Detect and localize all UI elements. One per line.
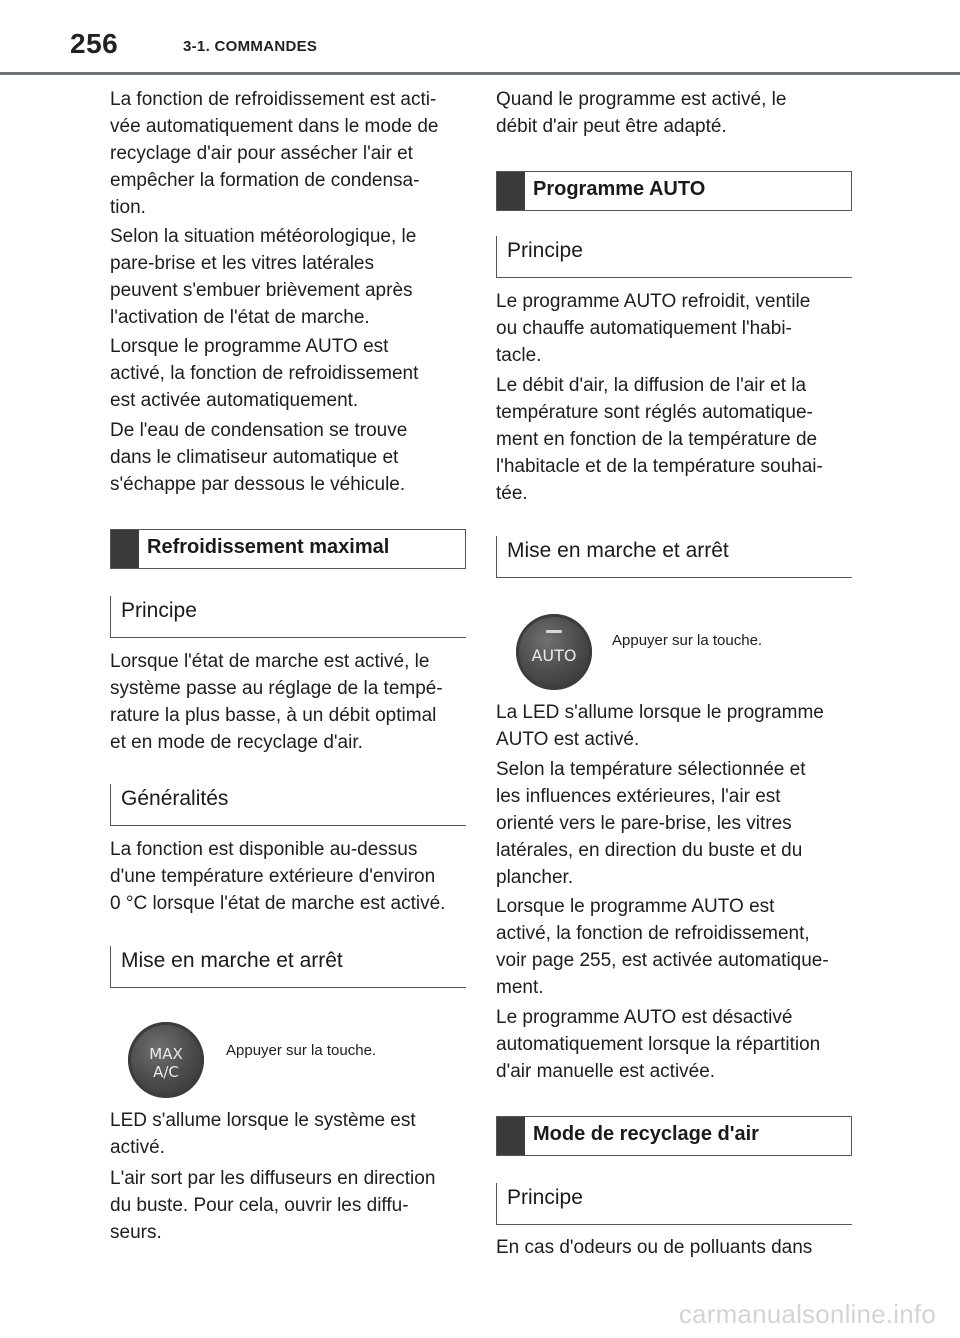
subheading-label: Principe	[507, 1186, 583, 1209]
section-heading-box	[110, 529, 466, 569]
button-caption: Appuyer sur la touche.	[226, 1042, 377, 1059]
led-indicator	[546, 630, 562, 633]
paragraph: Quand le programme est activé, le débit d'air peut être adapté.	[496, 89, 787, 137]
paragraph: Le programme AUTO refroidit, ventile ou chauffe automatiquement l'habi- tacle.	[496, 291, 811, 366]
paragraph: En cas d'odeurs ou de polluants dans	[496, 1237, 813, 1258]
paragraph: La LED s'allume lorsque le programme AUTO est activé.	[496, 702, 824, 750]
paragraph: Le programme AUTO est désactivé automatiquement lorsque la répartition d'air manuelle est activée.	[496, 1007, 821, 1082]
heading-bar	[497, 172, 525, 210]
subheading-mise-en-marche	[110, 946, 466, 988]
subheading-label: Mise en marche et arrêt	[121, 949, 343, 972]
auto-label: AUTO	[531, 646, 577, 665]
watermark: carmanualsonline.info	[678, 1299, 936, 1329]
subheading-label: Généralités	[121, 787, 229, 810]
section-title: 3-1. COMMANDES	[183, 38, 318, 55]
subheading-principe	[496, 236, 852, 278]
max-ac-label-bottom: A/C	[153, 1063, 179, 1081]
section-heading: Mode de recyclage d'air	[533, 1123, 759, 1145]
section-heading-box	[496, 171, 852, 211]
heading-bar	[497, 1117, 525, 1155]
page-header	[0, 0, 960, 76]
paragraph: De l'eau de condensation se trouve dans le climatiseur automatique et s'échappe par dessous le véhicule.	[110, 420, 408, 495]
subheading-label: Principe	[507, 239, 583, 262]
paragraph: Lorsque le programme AUTO est activé, la fonction de refroidissement, voir page 255, est activée automatique- ment.	[496, 896, 829, 998]
subheading-mise-en-marche	[496, 536, 852, 578]
section-heading-box	[496, 1116, 852, 1156]
page-number: 256	[70, 28, 119, 59]
subheading-label: Principe	[121, 599, 197, 622]
heading-bar	[111, 530, 139, 568]
subheading-principe	[110, 596, 466, 638]
paragraph: Lorsque l'état de marche est activé, le système passe au réglage de la tempé- rature la plus basse, à un débit optimal et en mode de recyclage d'air.	[110, 651, 443, 753]
paragraph: Le débit d'air, la diffusion de l'air et la température sont réglés automatique- ment en fonction de la température de l'habitacle et de la température souhai- tée.	[496, 375, 823, 504]
button-caption: Appuyer sur la touche.	[612, 632, 763, 649]
auto-button-image	[516, 614, 592, 690]
paragraph: Selon la température sélectionnée et les influences extérieures, l'air est orienté vers le pare-brise, les vitres latérales, en direction du buste et du plancher.	[496, 759, 806, 888]
subheading-generalites	[110, 784, 466, 826]
paragraph: LED s'allume lorsque le système est activé.	[110, 1110, 416, 1158]
subheading-label: Mise en marche et arrêt	[507, 539, 729, 562]
subheading-principe	[496, 1183, 852, 1225]
paragraph: La fonction est disponible au-dessus d'une température extérieure d'environ 0 °C lorsque l'état de marche est activé.	[110, 839, 446, 914]
max-ac-button-image	[128, 1022, 204, 1098]
section-heading: Refroidissement maximal	[147, 536, 390, 558]
paragraph: Lorsque le programme AUTO est activé, la fonction de refroidissement est activée automatiquement.	[110, 336, 419, 411]
paragraph: Selon la situation météorologique, le pare-brise et les vitres latérales peuvent s'embuer brièvement après l'activation de l'état de marche.	[110, 226, 417, 328]
paragraph: L'air sort par les diffuseurs en direction du buste. Pour cela, ouvrir les diffu- seurs.	[110, 1168, 436, 1243]
paragraph: La fonction de refroidissement est acti- vée automatiquement dans le mode de recyclage d'air pour assécher l'air et empêcher la formation de condensa- tion.	[110, 89, 439, 218]
header-divider	[0, 72, 960, 75]
section-heading: Programme AUTO	[533, 178, 706, 200]
max-ac-label-top: MAX	[149, 1045, 183, 1063]
